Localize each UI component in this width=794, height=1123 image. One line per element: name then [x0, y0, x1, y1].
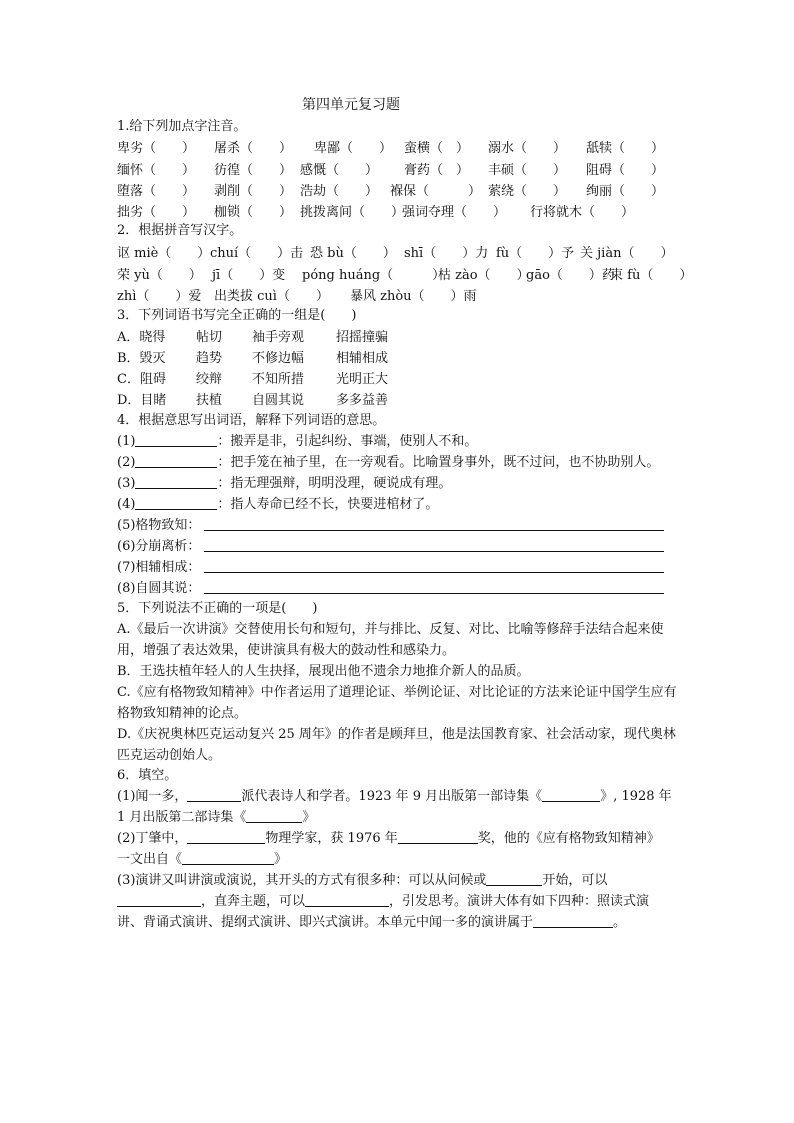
- q1-item: 褓保（ ）: [390, 184, 482, 199]
- q6-text: (3)演讲又叫讲演或演说，其开头的方式有很多种：可以从问候或: [117, 873, 487, 888]
- q3-word: 绞辩: [196, 372, 223, 387]
- q4-item-number: (2): [117, 455, 136, 470]
- q6-text: 讲、背诵式演讲、提纲式演讲、即兴式演讲。本单元中闻一多的演讲属于: [117, 915, 534, 930]
- q4-answer-blank[interactable]: [135, 453, 217, 468]
- q6-text: 一文出自《: [117, 852, 183, 867]
- q6-text: (2)丁肇中，: [117, 831, 188, 846]
- q1-item: 屠杀（ ）: [214, 141, 293, 156]
- q3-word: 袖手旁观: [252, 330, 305, 345]
- q3-word: 招摇撞骗: [336, 330, 389, 345]
- q2-heading: 2．根据拼音写汉字。: [117, 223, 243, 238]
- q1-item: 蛮横（ ）: [404, 141, 470, 156]
- q2-item: póng huáng（ ）: [302, 268, 446, 283]
- q2-item: 束 fù（ ）: [610, 268, 693, 283]
- q1-item: 堕落（ ）: [117, 184, 196, 199]
- q6-text: 》: [274, 852, 288, 867]
- q6-blank[interactable]: [246, 808, 302, 823]
- q4-explain-label: (7)相辅相成：: [117, 560, 201, 575]
- q4-item: [117, 473, 451, 494]
- q5-option-c: C.《应有格物致知精神》中作者运用了道理论证、举例论证、对比论证的方法来论证中国学生应有格物致知精神的论点。: [117, 685, 677, 721]
- q6-part-3-cont: [117, 891, 649, 912]
- q5-option-b: B．王选扶植年轻人的人生抉择，展现出他不遗余力地推介新人的品质。: [117, 664, 530, 679]
- q1-item: 浩劫（ ）: [300, 184, 379, 199]
- q1-item: 萦绕（ ）: [488, 184, 567, 199]
- q1-item: 拙劣（ ）: [117, 205, 196, 220]
- q1-item: 挑拨离间（ ）: [300, 205, 405, 220]
- q1-item: 膏药（ ）: [404, 163, 470, 178]
- q4-heading: 4．根据意思写出词语，解释下列词语的意思。: [117, 413, 386, 428]
- q4-item-number: (4): [117, 497, 136, 512]
- q3-word: 不修边幅: [252, 351, 305, 366]
- q6-blank[interactable]: [187, 787, 241, 802]
- q1-item: 丰硕（ ）: [488, 163, 567, 178]
- q2-item: 恐 bù（ ）: [310, 246, 396, 261]
- q4-answer-blank[interactable]: [135, 474, 217, 489]
- q6-blank[interactable]: [305, 892, 389, 907]
- q3-word: 相辅相成: [336, 351, 389, 366]
- q1-item: 彷徨（ ）: [214, 163, 293, 178]
- page-title: 第四单元复习题: [302, 97, 400, 113]
- q5-option-a: A.《最后一次讲演》交替使用长句和短句，并与排比、反复、对比、比喻等修辞手法结合起来使用，增强了表达效果，使讲演具有极大的鼓动性和感染力。: [117, 622, 664, 658]
- q6-blank[interactable]: [398, 829, 478, 844]
- q3-option-label: D．目睹: [117, 393, 167, 408]
- q6-text: 》, 1928 年: [600, 789, 672, 804]
- q3-word: 不知所措: [252, 372, 305, 387]
- q1-item: 剥削（ ）: [214, 184, 293, 199]
- q3-option-label: C．阻碍: [117, 372, 166, 387]
- q1-item: 枷锁（ ）: [214, 205, 293, 220]
- q5-option-d: D.《庆祝奥林匹克运动复兴 25 周年》的作者是顾拜旦，他是法国教育家、社会活动家，现代奥林匹克运动创始人。: [117, 727, 676, 763]
- q4-answer-blank[interactable]: [135, 432, 217, 447]
- q4-item-text: ：指人寿命已经不长，快要进棺材了。: [217, 497, 439, 512]
- q4-item-text: ：把手笼在袖子里，在一旁观看。比喻置身事外，既不过问，也不协助别人。: [217, 455, 660, 470]
- q4-item: [117, 494, 438, 515]
- q4-explain-blank[interactable]: [204, 530, 664, 531]
- q6-part-2-cont: [117, 849, 287, 870]
- q3-word: 光明正大: [336, 372, 389, 387]
- q1-item: 行将就木（ ）: [530, 205, 635, 220]
- q6-text: ，直奔主题，可以: [201, 894, 306, 909]
- q6-blank[interactable]: [117, 892, 201, 907]
- q4-item-text: ：指无理强辩，明明没理，硬说成有理。: [217, 476, 452, 491]
- q2-item: gāo（ ）药: [526, 268, 615, 283]
- q4-item-number: (3): [117, 476, 136, 491]
- q6-heading: 6．填空。: [117, 768, 178, 783]
- q3-word: 多多益善: [336, 393, 389, 408]
- q6-blank[interactable]: [533, 913, 613, 928]
- q6-part-2: [117, 828, 660, 849]
- q3-word: 自圆其说: [252, 393, 305, 408]
- q4-explain-label: (5)格物致知：: [117, 518, 201, 533]
- q4-item-text: ：搬弄是非，引起纠纷、事端，使别人不和。: [217, 434, 478, 449]
- q3-word: 扶植: [196, 393, 223, 408]
- q1-item: 溺水（ ）: [488, 141, 567, 156]
- q4-answer-blank[interactable]: [135, 495, 217, 510]
- q4-item: [117, 431, 477, 452]
- q6-text: ，引发思考。演讲大体有如下四种：照读式演: [389, 894, 650, 909]
- q6-blank[interactable]: [542, 787, 600, 802]
- q6-text: 物理学家，获 1976 年: [265, 831, 398, 846]
- q6-text: 。: [613, 915, 627, 930]
- q1-item: 卑鄙（ ）: [314, 141, 393, 156]
- q3-word: 趋势: [196, 351, 223, 366]
- q6-blank[interactable]: [486, 871, 542, 886]
- q4-explain-blank[interactable]: [204, 551, 664, 552]
- q6-part-1-cont: [117, 807, 315, 828]
- q2-item: jī（ ）变: [212, 268, 286, 283]
- q6-text: 奖，他的《应有格物致知精神》: [477, 831, 660, 846]
- q1-item: 卑劣（ ）: [117, 141, 196, 156]
- q2-item: shī（ ）力: [404, 246, 489, 261]
- q4-item-number: (1): [117, 434, 136, 449]
- q1-item: 缅怀（ ）: [117, 163, 196, 178]
- q1-heading: 1.给下列加点字注音。: [117, 119, 247, 134]
- q6-text: 派代表诗人和学者。1923 年 9 月出版第一部诗集《: [241, 789, 543, 804]
- q6-text: 开始，可以: [542, 873, 608, 888]
- q2-item: 出类拔 cuì（ ）: [214, 289, 329, 304]
- q3-option-label: B．毁灭: [117, 351, 166, 366]
- q3-word: 帖切: [196, 330, 223, 345]
- q6-text: (1)闻一多，: [117, 789, 188, 804]
- q4-explain-blank[interactable]: [204, 593, 664, 594]
- q5-heading: 5．下列说法不正确的一项是( ): [117, 601, 318, 616]
- q4-explain-blank[interactable]: [204, 572, 664, 573]
- q6-text: 1 月出版第二部诗集《: [117, 810, 247, 825]
- q4-explain-label: (8)自圆其说：: [117, 581, 201, 596]
- q2-item: 枯 zào（ ）: [438, 268, 530, 283]
- q4-explain-label: (6)分崩离析：: [117, 539, 201, 554]
- q6-part-1: [117, 786, 672, 807]
- q1-item: 感慨（ ）: [300, 163, 379, 178]
- q1-item: 阻碍（ ）: [586, 163, 665, 178]
- q3-heading: 3．下列词语书写完全正确的一组是( ): [117, 308, 357, 323]
- q2-item: fù（ ）予: [496, 246, 575, 261]
- q2-item: 荣 yù（ ）: [117, 268, 202, 283]
- q6-blank[interactable]: [182, 850, 274, 865]
- q2-item: 讴 miè（ ）: [117, 246, 211, 261]
- q2-item: chuí（ ）击: [210, 246, 304, 261]
- q6-blank[interactable]: [187, 829, 265, 844]
- q2-item: 关 jiàn（ ）: [580, 246, 674, 261]
- q6-part-3: [117, 870, 607, 891]
- q1-item: 绚丽（ ）: [586, 184, 665, 199]
- q1-item: 舐犊（ ）: [586, 141, 665, 156]
- q4-item: [117, 452, 659, 473]
- q3-option-label: A．晓得: [117, 330, 166, 345]
- q6-text: 》: [302, 810, 316, 825]
- q6-part-3-cont: [117, 912, 626, 933]
- q2-item: 暴风 zhòu（ ）雨: [350, 289, 477, 304]
- q1-item: 强词夺理（ ）: [402, 205, 507, 220]
- q2-item: zhì（ ）爱: [117, 289, 202, 304]
